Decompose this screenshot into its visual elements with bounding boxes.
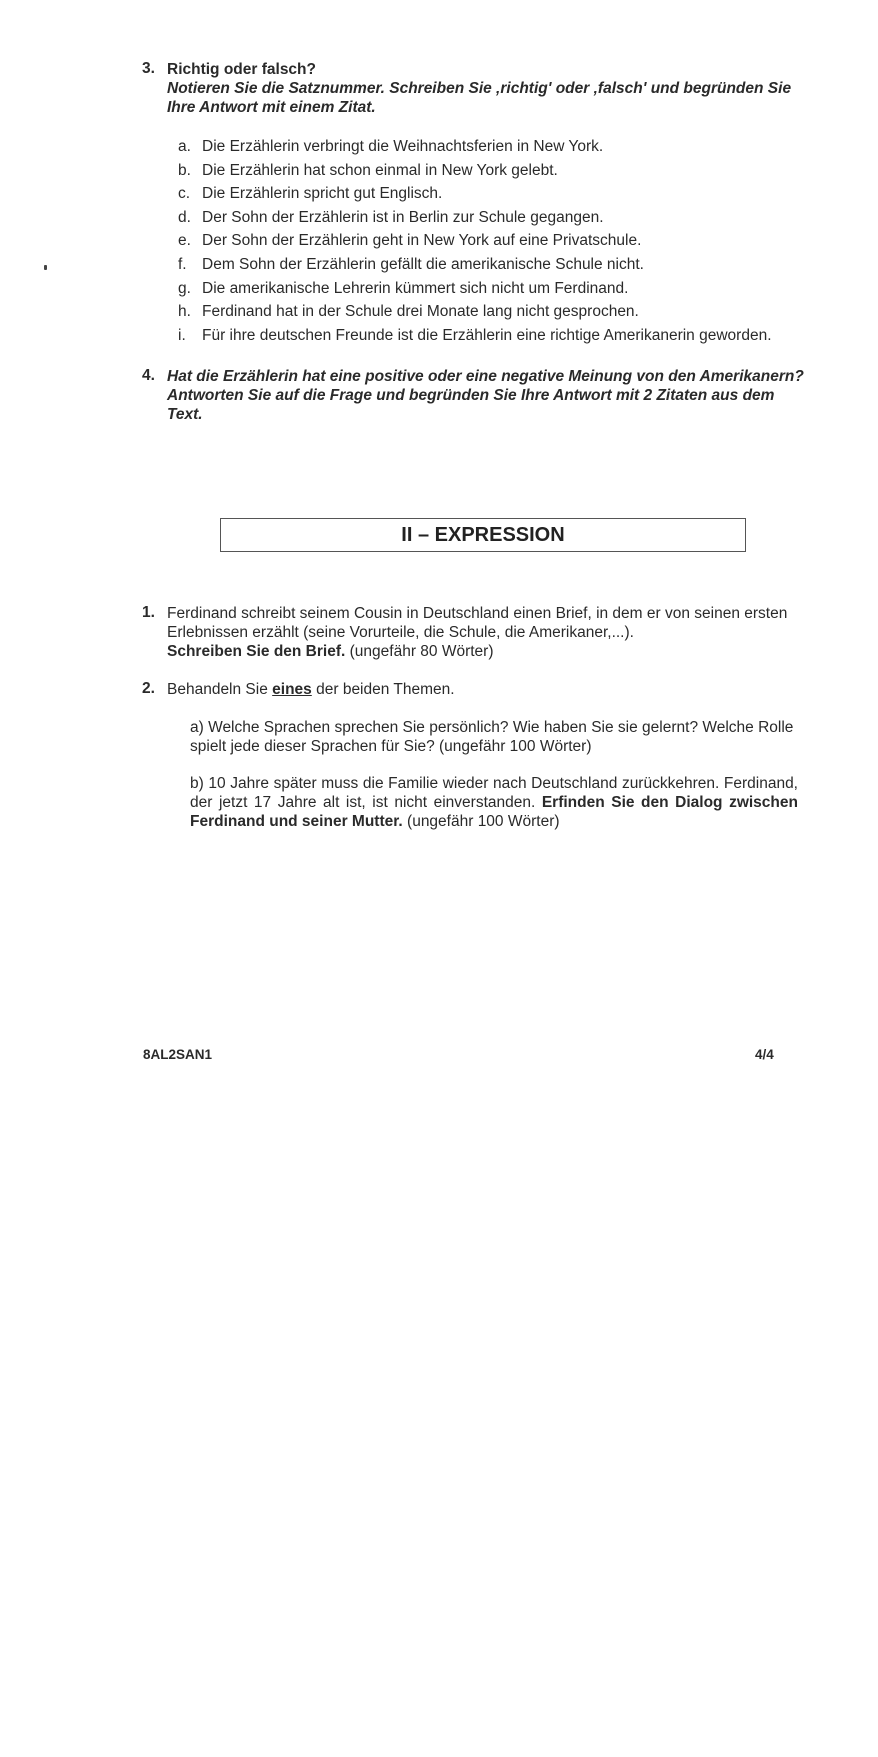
list-item: b. Die Erzählerin hat schon einmal in New York gelebt. <box>178 161 558 179</box>
list-item: c. Die Erzählerin spricht gut Englisch. <box>178 185 443 203</box>
list-item: f. Dem Sohn der Erzählerin gefällt die amerikanische Schule nicht. <box>178 255 644 273</box>
expression-task-1-text: Ferdinand schreibt seinem Cousin in Deutschland einen Brief, in dem er von seinen ersten Erlebnissen erzählt (seine Vorurteile, die Schule, die Amerikaner,...). <box>167 605 788 641</box>
list-item: e. Der Sohn der Erzählerin geht in New York auf eine Privatschule. <box>178 232 642 250</box>
list-item: g. Die amerikanische Lehrerin kümmert sich nicht um Ferdinand. <box>178 279 629 297</box>
list-item: i. Für ihre deutschen Freunde ist die Erzählerin eine richtige Amerikanerin geworden. <box>178 326 772 344</box>
question-3-instruction: Notieren Sie die Satznummer. Schreiben Sie ‚richtig' oder ‚falsch' und begründen Sie Ihre Antwort mit einem Zitat. <box>167 80 792 116</box>
topic-a: a) Welche Sprachen sprechen Sie persönlich? Wie haben Sie sie gelernt? Welche Rolle spielt jede dieser Sprachen für Sie? (ungefähr 100 Wörter) <box>190 719 794 755</box>
question-4-number: 4. <box>142 367 155 384</box>
expression-task-2-number: 2. <box>142 680 155 697</box>
topic-b-words: (ungefähr 100 Wörter) <box>407 813 560 830</box>
expression-task-1-words: (ungefähr 80 Wörter) <box>349 643 494 660</box>
topic-b-text: b) 10 Jahre später muss die Familie wieder nach Deutschland zurückkehren. Ferdinand, der jetzt 17 Jahre alt ist, ist nicht einverstanden. <box>190 775 798 811</box>
page-number: 4/4 <box>755 1047 774 1062</box>
question-3-list <box>178 135 818 347</box>
section-header <box>220 518 746 552</box>
list-item: a. Die Erzählerin verbringt die Weihnachtsferien in New York. <box>178 138 604 155</box>
topic-b-task: Erfinden Sie den Dialog zwischen Ferdinand und seiner Mutter. <box>190 794 798 830</box>
expression-task-2-intro: Behandeln Sie eines der beiden Themen. <box>167 681 455 698</box>
question-4-text: Hat die Erzählerin hat eine positive oder eine negative Meinung von den Amerikanern? Antworten Sie auf die Frage und begründen Sie Ihre Antwort mit 2 Zitaten aus dem Text. <box>167 368 804 423</box>
expression-task-1-task: Schreiben Sie den Brief. <box>167 643 346 660</box>
list-item: h. Ferdinand hat in der Schule drei Monate lang nicht gesprochen. <box>178 303 639 321</box>
list-item: d. Der Sohn der Erzählerin ist in Berlin zur Schule gegangen. <box>178 208 604 226</box>
question-3-body <box>167 60 807 117</box>
question-3-number: 3. <box>142 60 155 77</box>
section-title: II – EXPRESSION <box>401 524 565 546</box>
question-3-title: Richtig oder falsch? <box>167 61 316 78</box>
emphasis-eines: eines <box>272 681 312 698</box>
expression-task-1-body <box>167 604 807 661</box>
footer-code: 8AL2SAN1 <box>143 1047 213 1062</box>
topic-b <box>190 774 798 831</box>
stray-mark <box>44 265 47 270</box>
expression-task-1-number: 1. <box>142 604 155 621</box>
